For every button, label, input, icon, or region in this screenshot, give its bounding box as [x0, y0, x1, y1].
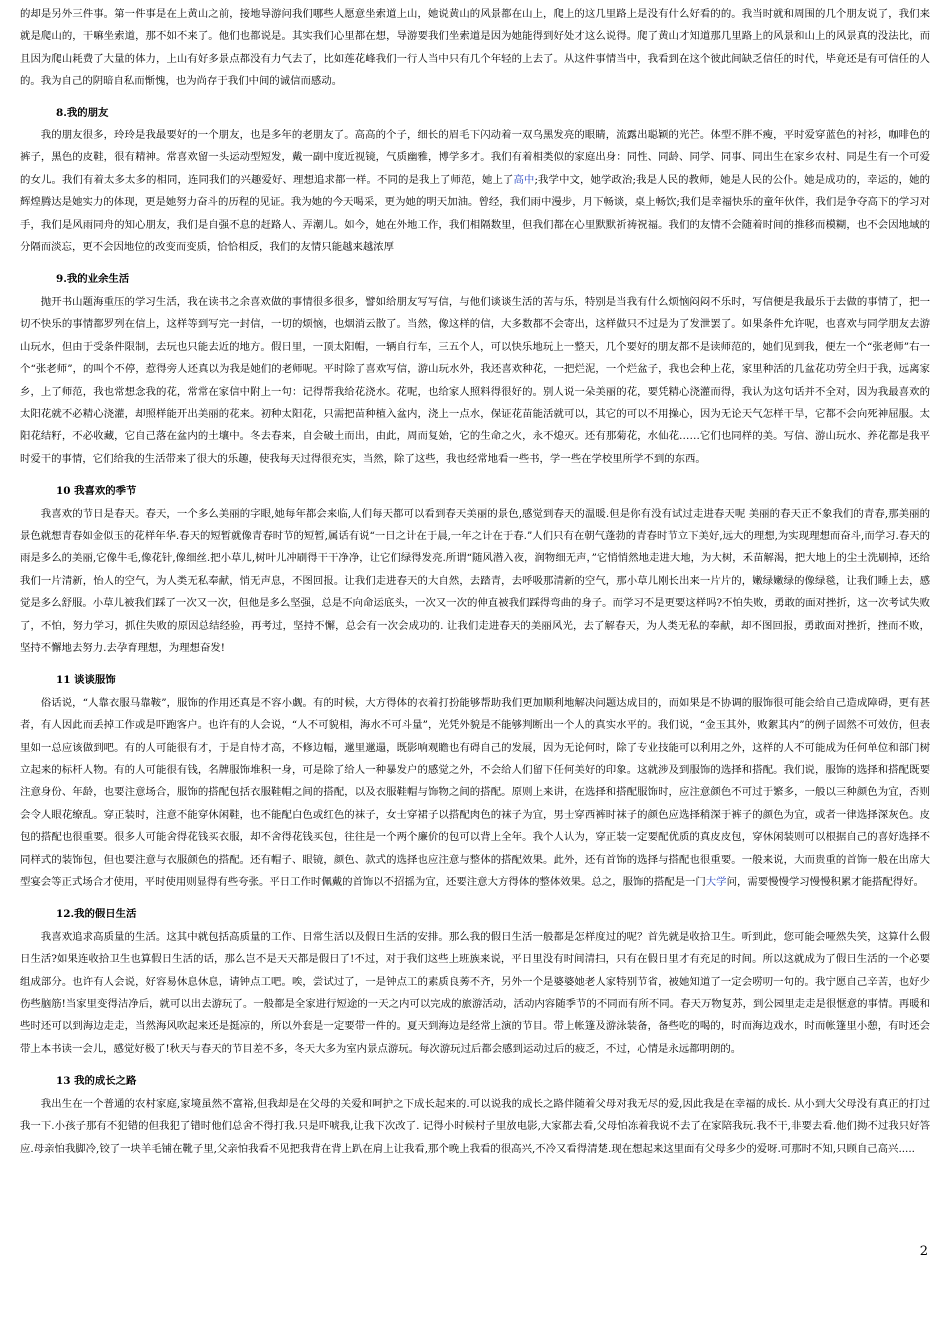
section-8-text-b: ;我学中文，她学政治;我是人民的教师，她是人民的公仆。她是成功的，幸运的，她的辉煌腾达是她实力的体现，更是她努力奋斗的历程的见证。我为她的今天喝采，更为她的明天加油。曾经，我们雨中漫步，月下畅谈，桌上畅饮;我们是幸福快乐的童年伙伴，我们是争夺高下的学习对手，我们是风雨同舟的知心朋友，我们是自强不息的赶路人、弄潮儿。如今，她在外地工作，我们相隔数里，但我们都在心里默默祈祷祝福。我们的友情不会随着时间的推移而模糊，也不会因地域的分隔而淡忘，更不会因地位的改变而变质，恰恰相反，我们的友情只能越来越浓厚 [20, 173, 930, 254]
section-12-paragraph: 我喜欢追求高质量的生活。这其中就包括高质量的工作、日常生活以及假日生活的安排。那么我的假日生活一般都是怎样度过的呢？首先就是收拾卫生。听到此，您可能会哑然失笑，这算什么假日生活?如果连收拾卫生也算假日生活的话，那么岂不是天天都是假日了!不过，对于我们这些上班族来说，平日里没有时间清扫，只有在假日里才有充足的时间。所以这就成为了假日生活的一个必要组成部分。也许有人会说，好容易休息休息，请钟点工吧。唉，尝试过了，一是钟点工的素质良莠不齐，另外一个是婆婆她老人家特别节省，被她知道了一定会唠叨一句的。我宁愿自己辛苦，也好少伤些脑筋!当家里变得洁净后，就可以出去游玩了。一般都是全家进行短途的一天之内可以完成的旅游活动，活动内容随季节的不同而有所不同。春天万物复苏，到公园里走走是很惬意的事情。再暖和些时还可以到海边走走，当然海风吹起来还是挺凉的，所以外套是一定要带一件的。夏天到海边是经常上演的节目。带上帐篷及游泳装备，备些吃的喝的，时而海边戏水，时而帐篷里小憩，有时还会带上本书读一会儿，感觉好极了!秋天与春天的节目差不多，冬天大多为室内景点游玩。每次游玩过后都会感到运动过后的疲乏，不过，心情是永远都明朗的。 [20, 930, 930, 1055]
section-11-text-b: 问，需要慢慢学习慢慢积累才能搭配得好。 [726, 876, 924, 889]
document-page [20, 3, 930, 1160]
page-number: 2 [919, 1244, 928, 1259]
section-11-text-a: 俗话说，“人靠衣服马靠鞍”，服饰的作用还真是不容小觑。有的时候，大方得体的衣着打扮能够帮助我们更加顺利地解决问题达成目的，而如果是不协调的服饰很可能会给自己造成障碍，更有甚者，有人因此而丢掉工作或是吓跑客户。也许有的人会说，“人不可貌相，海水不可斗量”，光凭外貌是不能够判断出一个人的真实水平的。我们说，“金玉其外，败絮其内”的例子固然不可效仿，但表里如一总应该做到吧。有的人可能很有才，于是自恃才高，不修边幅，邋里邋遢，既影响观瞻也有碍自己的发展，因为无论何时，除了专业技能可以利用之外，这样的人不可能成为任何单位和部门树立起来的标杆人物。有的人可能很有钱，名牌服饰堆积一身，可是除了给人一种暴发户的感觉之外，不会给人们留下任何美好的印象。这就涉及到服饰的选择和搭配。我们说，服饰的选择和搭配既要注意身份、年龄，也要注意场合，服饰的搭配包括衣服鞋帽之间的搭配，以及衣服鞋帽与饰物之间的搭配。原则上来讲，在选择和搭配服饰时，应注意颜色不可过于繁多，一般以三种颜色为宜，否则会令人眼花缭乱。穿正装时，注意不能穿休闲鞋，也不能配白色或红色的袜子，女士穿裙子以搭配肉色的袜子为宜，男士穿西裤时袜子的颜色应选择稍深于裤子的颜色为宜，或者一律选择深灰色。皮包的搭配也很重要。很多人可能舍得花钱买衣服，却不舍得花钱买包，往往是一个两个廉价的包可以背上全年。我个人认为，穿正装一定要配优质的真皮皮包，穿休闲装则可以根据自己的喜好选择不同样式的装饰包，但也要注意与衣服颜色的搭配。还有帽子、眼镜，颜色、款式的选择也应注意与整体的搭配效果。此外，还有首饰的选择与搭配也很重要。一般来说，大而贵重的首饰一般在出席大型宴会等正式场合才使用，平时使用则显得有些夸张。平日工作时佩戴的首饰以不招摇为宜，还要注意大方得体的整体效果。总之，服饰的搭配是一门 [20, 696, 930, 889]
intro-paragraph: 的却是另外三件事。第一件事是在上黄山之前，接地导游问我们哪些人愿意坐索道上山，她说黄山的风景都在山上，爬上的这几里路上是没有什么好看的的。我当时就和周围的几个朋友说了，我们来就是爬山的，干嘛坐索道，那不如不来了。他们也都说是。其实我们心里都在想，导游要我们坐索道是因为她能得到好处才这么说得。爬了黄山才知道那几里路上的风景和山上的风景真的没法比，而且因为爬山耗费了大量的体力，上山有好多景点都没有力气去了，比如莲花峰我们一行人当中只有几个年轻的上去了。从这件事情当中，我看到在这个彼此间缺乏信任的时代，毕竟还是有可信任的人的。我为自己的阴暗自私而惭愧，也为尚存于我们中间的诚信而感动。 [20, 8, 930, 88]
section-8-text-a: 我的朋友很多，玲玲是我最要好的一个朋友，也是多年的老朋友了。高高的个子，细长的眉毛下闪动着一双乌黑发亮的眼睛，流露出聪颖的光芒。体型不胖不瘦，平时爱穿蓝色的衬衫，咖啡色的裤子，黑色的皮鞋，很有精神。常喜欢留一头运动型短发，戴一副中度近视镜，气质幽雅，博学多才。我们有着相类似的家庭出身：同性、同龄、同学、同事、同出生在家乡农村、同是生有一个可爱的女儿。我们有着太多太多的相同，连同我们的兴趣爱好、理想追求都一样。不同的是我上了师范，她上了 [20, 129, 930, 186]
section-13-title: 13 我的成长之路 [56, 1075, 137, 1088]
section-10-title: 10 我喜欢的季节 [56, 485, 137, 498]
section-8-paragraph [20, 124, 930, 258]
section-9-title: 9.我的业余生活 [56, 273, 130, 286]
link-gaozhong[interactable]: 高中 [513, 173, 535, 186]
section-9-paragraph: 抛开书山题海重压的学习生活，我在读书之余喜欢做的事情很多很多，譬如给朋友写写信，与他们谈谈生活的苦与乐，特别是当我有什么烦恼闷闷不乐时，写信便是我最乐于去做的事情了，把一切不快乐的事情都罗列在信上，这样等到写完一封信，一切的烦恼，也烟消云散了。当然，像这样的信，大多数都不会寄出，这样做只不过是为了发泄罢了。如果条件允许呢，也喜欢与同学朋友去游山玩水，但由于受条件限制，去玩也只能去近的地方。假日里，一顶太阳帽，一辆自行车，三五个人，可以快乐地玩上一整天，几个要好的朋友都不是读师范的，她们见到我，便左一个“张老师”右一个“张老师”，的叫个不停，惹得旁人还真以为我是她们的老师呢。平时除了喜欢写信，游山玩水外，我还喜欢种花，一把烂泥，一个烂盆子，我也会种上花，家里种活的几盆花功劳全归于我，远离家乡，上了师范，我也常想念我的花，常常在家信中附上一句：记得帮我给花浇水。花呢，也给家人照料得很好的。别人说一朵美丽的花，要凭精心浇灌而得，我认为这句话并不全对，因为我最喜欢的太阳花就不必精心浇灌，却照样能开出美丽的花来。初种太阳花，只需把苗种植入盆内，浇上一点水，保证花苗能活就可以，其它的可以不用操心，因为无论天气怎样干旱，它都不会向死神屈服。太阳花结籽，不必收藏，它自己落在盆内的土壤中。冬去春来，自会破土而出，由此，周而复始，它的生命之火，永不熄灭。还有那菊花，水仙花……它们也同样的美。写信、游山玩水、养花都是我平时爱干的事情，它们给我的生活带来了很大的乐趣，使我每天过得很充实，当然，除了这些，我也经常地看一些书，学一些在学校里所学不到的东西。 [20, 295, 930, 465]
section-8-title: 8.我的朋友 [56, 106, 109, 119]
section-11-paragraph [20, 692, 930, 894]
section-11-title: 11 谈谈服饰 [56, 674, 116, 687]
link-daxue[interactable]: 大学 [705, 876, 727, 889]
section-13-paragraph: 我出生在一个普通的农村家庭,家境虽然不富裕,但我却是在父母的关爱和呵护之下成长起来的.可以说我的成长之路伴随着父母对我无尽的爱,因此我是在幸福的成长. 从小到大父母没有真正的打过我一下.小孩子那有不犯错的但我犯了错时他们总舍不得打我.只是吓唬我,让我下次改了. 记得小时候村子里放电影,大家都去看,父母怕冻着我说不去了在家陪我玩.我不干,非要去看.他们拗不过我只好答应.母亲怕我脚冷,铰了一块羊毛铺在靴子里,父亲怕我看不见把我背在背上趴在肩上让我看,那个晚上我看的很高兴,不冷又看得清楚.现在想起来这里面有父母多少的爱呀.可那时不知,只顾自己高兴..... [20, 1097, 930, 1155]
section-12-title: 12.我的假日生活 [56, 908, 137, 921]
section-10-paragraph: 我喜欢的节日是春天。春天，一个多么美丽的字眼,她每年都会来临,人们每天都可以看到春天美丽的景色,感觉到春天的温暖.但是你有没有试过走进春天呢 美丽的春天正不象我们的青春,那美丽的景色就想青春如金似玉的花样年华.春天的短暂就像青春时节的短暂,属话有说“一日之计在于晨,一年之计在于春.”人们只有在朝气蓬勃的青春时节立下美好,远大的理想,为实现理想而奋斗,而学习.春天的雨是多么的美丽,它像牛毛,像花针,像细丝.把小草儿,树叶儿冲刷得干干净净，让它们绿得发亮.所谓“随风潜入夜，润物细无声，”它悄悄然地走进大地，为大树，禾苗解渴，把大地上的尘土洗刷掉，还给我们一片清新，怡人的空气，为人类无私奉献，悄无声息，不图回报。让我们走进春天的大自然，去踏青，去呼吸那清新的空气，那小草儿刚长出来一片片的，嫩绿嫩绿的像绿毯，让我们睡上去，感觉是多么舒服。小草儿被我们踩了一次又一次，但他是多么坚强，总是不向命运底头，一次又一次的伸直被我们踩得弯曲的身子。而学习不是更要这样吗?不怕失败，勇敢的面对挫折，这一次考试失败了，不怕，努力学习，抓住失败的原因总结经验，再考过，坚持不懈，总会有一次会成功的. 让我们走进春天的美丽风光，去了解春天，为人类无私的奉献，却不图回报，勇敢面对挫折，挫而不败，坚持不懈地去努力.去孕育理想，为理想奋发! [20, 507, 930, 654]
